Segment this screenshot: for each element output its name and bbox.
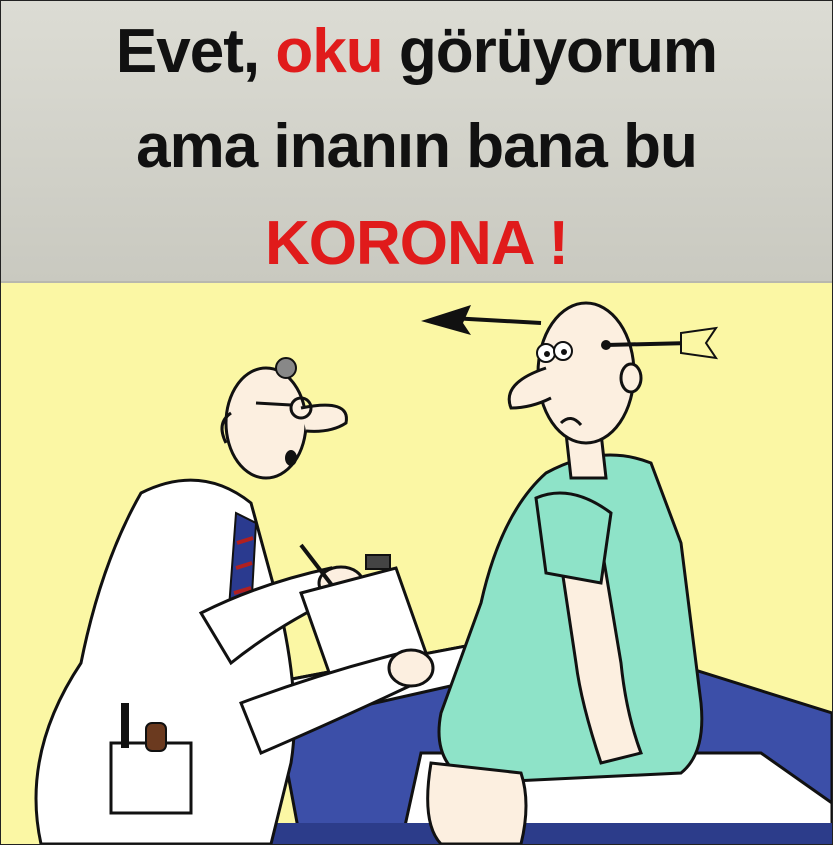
caption-line-2: ama inanın bana bu — [136, 112, 697, 181]
caption-line-3: KORONA ! — [264, 209, 569, 278]
cartoon-drawing — [1, 283, 832, 844]
caption-panel — [1, 1, 832, 283]
patient — [428, 303, 702, 844]
caption-line-1 — [1, 17, 832, 86]
cartoon-illustration — [1, 283, 832, 844]
caption-word-oku: oku — [275, 17, 383, 86]
caption-word-evet: Evet, — [115, 17, 260, 86]
caption-word-goruyorum: görüyorum — [398, 17, 718, 86]
